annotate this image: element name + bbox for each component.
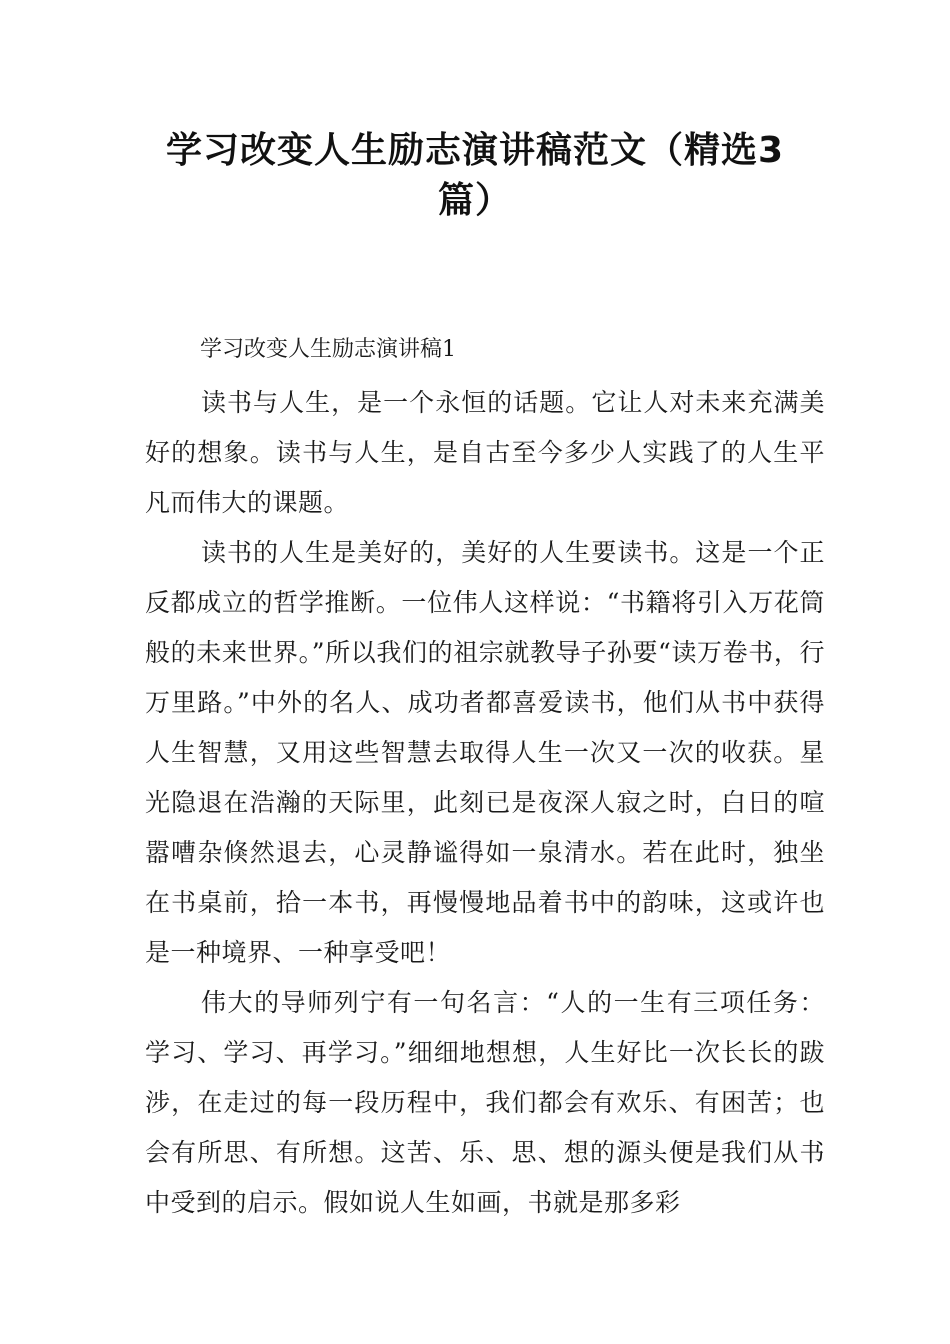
paragraph-3: 伟大的导师列宁有一句名言：“人的一生有三项任务：学习、学习、再学习。”细细地想想，人生好比一次长长的跋涉，在走过的每一段历程中，我们都会有欢乐、有困苦；也会有所思、有所想。这苦、乐、思、想的源头便是我们从书中受到的启示。假如说人生如画，书就是那多彩: [145, 988, 825, 1217]
paragraph-1: 读书与人生，是一个永恒的话题。它让人对未来充满美好的想象。读书与人生，是自古至今多少人实践了的人生平凡而伟大的课题。: [145, 388, 825, 517]
document-title: 学习改变人生励志演讲稿范文（精选3篇）: [165, 130, 785, 221]
section-heading: 学习改变人生励志演讲稿1: [200, 337, 456, 362]
paragraph-2: 读书的人生是美好的，美好的人生要读书。这是一个正反都成立的哲学推断。一位伟人这样说：“书籍将引入万花筒般的未来世界。”所以我们的祖宗就教导子孙要“读万卷书，行万里路。”中外的名人、成功者都喜爱读书，他们从书中获得人生智慧，又用这些智慧去取得人生一次又一次的收获。星光隐退在浩瀚的天际里，此刻已是夜深人寂之时，白日的喧嚣嘈杂倏然退去，心灵静谧得如一泉清水。若在此时，独坐在书桌前，拾一本书，再慢慢地品着书中的韵味，这或许也是一种境界、一种享受吧！: [145, 538, 825, 967]
document-body: [145, 378, 825, 1228]
